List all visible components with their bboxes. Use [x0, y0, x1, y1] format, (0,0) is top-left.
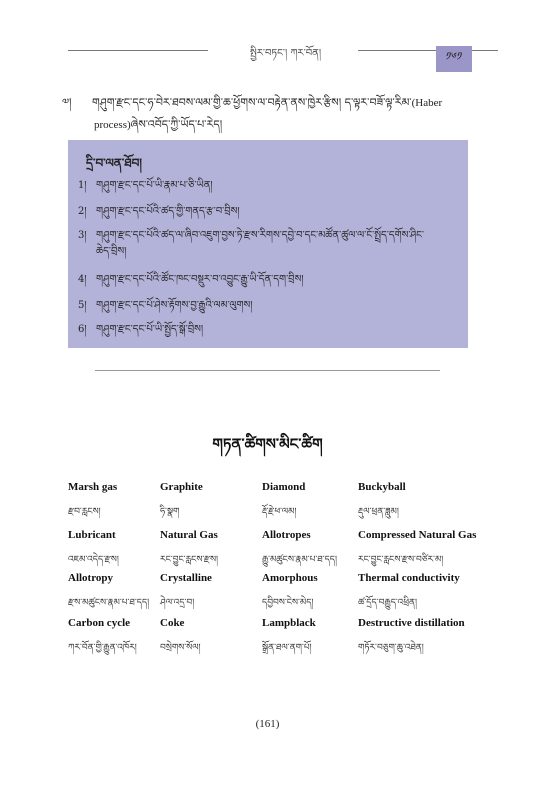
- glossary-term-en: Destructive distillation: [358, 617, 465, 629]
- glossary-title: གཏན་ཚིགས་མིང་ཚིག: [212, 435, 323, 453]
- page-number-footer: (161): [255, 718, 280, 730]
- glossary-term-en: Graphite: [160, 481, 203, 493]
- glossary-term-en: Diamond: [262, 481, 306, 493]
- glossary-term-tib: སྒྲོན་ཐལ་ནག་པོ།: [262, 643, 312, 653]
- body-paragraph: [62, 92, 472, 136]
- glossary-term-tib: ཀར་བོན་གྱི་རྒྱུན་འཁོར།: [68, 643, 137, 653]
- question-item: 6། གཤུག་རྫང་དང་པོ་ཡི་སྤྱོད་སྒོ་བྲིས།: [78, 324, 204, 335]
- question-item: 3། གཤུག་རྫང་དང་པོའི་ཚད་ལ་ཞིབ་འཇུག་བྱས་ཏེ་རྫས་རིགས་དབྱེ་བ་དང་མཚོན་ཚུལ་ལ་ངོ་སྤྲོད་དགོས་ཤིང་ ཆེད་བྲིས།: [78, 230, 425, 257]
- glossary-term-en: Natural Gas: [160, 529, 218, 541]
- glossary-term-en: Allotropes: [262, 529, 311, 541]
- glossary-term-tib: ཤེལ་འདྲ་བ།: [160, 598, 195, 608]
- paragraph-line-1: ༧། གཤུག་རྫང་དང་ཧ་བེར་ཐབས་ལམ་གྱི་ཆ་ཕྱོགས་ལ་བརྟེན་ནས་ཁྱེར་རྩིས། ད་ལྟར་བཟོ་ལྟ་རིམ་(Haber: [62, 92, 472, 114]
- glossary-term-tib: ཧི་སྣག: [160, 507, 180, 517]
- glossary-term-tib: རྡོ་རྗེ་ཕ་ལམ།: [262, 507, 297, 517]
- latin-term-b: process): [94, 119, 131, 131]
- latin-term-a: (Haber: [411, 97, 443, 109]
- question-item: 4། གཤུག་རྫང་དང་པོའི་ཚོང་ཁང་བསྡུར་བ་འབྱུང་རྒྱུ་ཡི་དོན་དག་བྲིས།: [78, 274, 304, 285]
- glossary-term-en: Lubricant: [68, 529, 116, 541]
- glossary-term-tib: གཏོར་བཅུག་ཆུ་འཐེན།: [358, 643, 424, 653]
- glossary-term-tib: རང་བྱུང་རླངས་རྫས།: [160, 555, 219, 565]
- glossary-term-tib: རང་བྱུང་རླངས་རྫས་བཙིར་མ།: [358, 555, 444, 565]
- glossary-term-tib: རྫས་མཚུངས་རྣམ་པ་ཐ་དད།: [68, 598, 150, 608]
- page-number-box: ༡༦༡: [436, 46, 472, 72]
- glossary-term-en: Thermal conductivity: [358, 572, 460, 584]
- glossary-term-en: Marsh gas: [68, 481, 118, 493]
- section-divider: [95, 370, 440, 371]
- questions-box: [68, 140, 468, 348]
- running-title: སྤྱིར་བཏང་། ཀར་བོན།: [249, 48, 322, 59]
- glossary-term-en: Carbon cycle: [68, 617, 131, 629]
- glossary-term-en: Lampblack: [262, 617, 316, 629]
- glossary-term-tib: རྒྱུ་མཚུངས་རྣམ་པ་ཐ་དད།: [262, 555, 338, 565]
- glossary-term-en: Amorphous: [262, 572, 318, 584]
- glossary-term-en: Buckyball: [358, 481, 406, 493]
- glossary-term-tib: ཚ་དྲོད་བརྒྱུད་འཕྲིན།: [358, 598, 417, 608]
- glossary-term-en: Crystalline: [160, 572, 212, 584]
- paragraph-number: ༧།: [62, 96, 72, 109]
- glossary-term-tib: འཇམ་འདེད་རྫས།: [68, 555, 119, 565]
- glossary-term-tib: རྫབ་རླངས།: [68, 507, 101, 517]
- glossary-term-tib: དབྱིབས་ངེས་མེད།: [262, 598, 314, 608]
- glossary-term-tib: བསྲེགས་སོལ།: [160, 643, 201, 653]
- header-rule-right: [358, 50, 498, 51]
- header-rule-left: [68, 50, 208, 51]
- question-item: 5། གཤུག་རྫང་དང་པོ་ཤེས་རྟོགས་བྱ་རྒྱུའི་ལམ་ལུགས།: [78, 300, 253, 311]
- glossary-term-en: Compressed Natural Gas: [358, 529, 477, 541]
- question-item: 1། གཤུག་རྫང་དང་པོ་ཡི་རྣམ་པ་ཅི་ཡིན།: [78, 180, 213, 191]
- glossary-term-en: Coke: [160, 617, 185, 629]
- running-header: [68, 40, 468, 60]
- paragraph-line-2: process)ཞེས་འབོད་ཀྱི་ཡོད་པ་རེད།: [94, 118, 223, 131]
- questions-title: དྲི་བ་ལན་ཐོབ།: [86, 156, 142, 170]
- glossary-term-tib: རྡུལ་ཕྲན་ཟླུམ།: [358, 507, 399, 517]
- question-item: 2། གཤུག་རྫང་དང་པོའི་ཚད་གྱི་གནད་རྩ་བ་བྲིས།: [78, 206, 240, 217]
- glossary-term-en: Allotropy: [68, 572, 114, 584]
